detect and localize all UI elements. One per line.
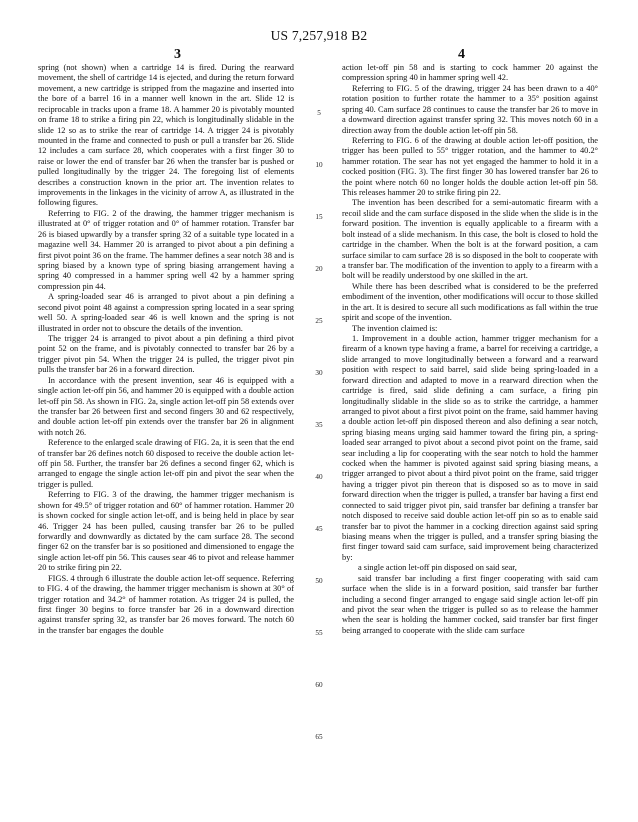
paragraph: Referring to FIG. 2 of the drawing, the hammer trigger mechanism is illustrated at 0° of trigger rotation and 0° of hammer rotation. Transfer bar 26 is biased upwardly by a transfer spring 32 of a suitable type located in a magazine well 34. Hammer 20 is arranged to pivot about a pin defining a first pivot point 36 on the frame. The hammer defines a sear notch 38 and is spring biased by a known type of spring biasing arrangement having a spring 40 compressed in a hammer spring well 42 by a hammer spring compression pin 44.: [38, 208, 294, 291]
line-number-margin: [299, 63, 339, 815]
claim-paragraph: 1. Improvement in a double action, hammer trigger mechanism for a firearm of a known type having a frame, a barrel for receiving a cartridge, a slide arranged to move longitudinally between a forward and a rearward position with respect to said barrel, said slide being spring-loaded in a forward direction and adapted to move in a rearward direction when the cartridge is fired, said slide defining a cam surface, a firing pin longitudinally slidable in the slide so as to strike the cartridge, a hammer arranged to pivot about a first pivot point on the frame, said hammer having a double action let-off pin disposed thereon and also defining a sear notch, spring biasing means urging said hammer toward the firing pin, a spring-loaded sear arranged to pivot about a second pivot point on the frame, said sear including a lip for cooperating with the sear notch to hold the hammer cocked when the hammer is pivoted against said spring biasing means, a trigger arranged to pivot about a third pivot point on the frame, said trigger having a trigger pivot pin thereon that is disposed so as to move in said forward direction when the trigger is pulled, a transfer bar having a first end connected to said trigger pivot pin, said transfer bar defining a transfer bar notch disposed to receive said double action let-off pin so as to enable said transfer bar to pivot the hammer in a cocking direction against said spring biasing means when the trigger is pulled, and a transfer spring biasing the first finger toward said cam surface, said improvement being characterized by:: [342, 333, 598, 562]
patent-header: US 7,257,918 B2: [270, 28, 368, 43]
line-number: 35: [315, 421, 323, 429]
line-number: 65: [315, 733, 323, 741]
line-number: 40: [315, 473, 323, 481]
line-number: 45: [315, 525, 323, 533]
line-number: 15: [315, 213, 323, 221]
paragraph: In accordance with the present invention, sear 46 is equipped with a single action let-off pin 56, and hammer 20 is equipped with a double action let-off pin 58. As shown in FIG. 2a, single action let-off pin 58 extends over the transfer bar 26 between first and second fingers 30 and 62 respectively, and double action let-off pin extends over the transfer bar 26 in alignment with notch 26.: [38, 375, 294, 437]
paragraph: spring (not shown) when a cartridge 14 is fired. During the rearward movement, the shell of cartridge 14 is ejected, and during the return forward movement, a new cartridge is stripped from the magazine and inserted into the bore of a barrel 16 in a manner well known in the art. Slide 12 is reciprocable in tracks upon a frame 18. A hammer 20 is pivotably mounted on frame 18 to strike a firing pin 22, which is longitudinally slidable in the slide 12 so as to strike the rear of cartridge 14. A trigger 24 is pivotably mounted in the frame and connected to push or pull a transfer bar 26. Slide 12 includes a cam surface 28, which cooperates with a first finger 30 to raise or lower the end of transfer bar 26 when the transfer bar is pushed or pulled longitudinally by the trigger 24. The foregoing list of elements describes a construction known in the prior art. The invention relates to improvements in the linkages in the vicinity of arrow A, as illustrated in the following figures.: [38, 63, 294, 208]
line-number: 20: [315, 265, 323, 273]
line-number: 50: [315, 577, 323, 585]
paragraph: A spring-loaded sear 46 is arranged to pivot about a pin defining a second pivot point 48 against a compression spring located in a sear spring well 50. A spring-loaded sear 46 is well known and the spring is not illustrated in order not to obscure the details of the invention.: [38, 292, 294, 333]
paragraph: Referring to FIG. 6 of the drawing at double action let-off position, the trigger has been pulled to 55° trigger rotation, and the hammer to 40.2° hammer rotation. The sear has not yet engaged the hammer to hold it in a cocked position (FIG. 3). The first finger 30 has lowered transfer bar 26 to the point where notch 60 no longer holds the double action let-off pin 58. This releases hammer 20 to strike firing pin 22.: [342, 135, 598, 198]
line-number: 25: [315, 317, 323, 325]
page-number-right: 4: [458, 47, 465, 62]
line-number: 10: [315, 161, 323, 169]
line-number: 60: [315, 681, 323, 689]
paragraph: The trigger 24 is arranged to pivot about a pin defining a third pivot point 52 on the frame, and is pivotably connected to transfer bar 26 by a trigger pivot pin 54. When the trigger 24 is pulled, the trigger pivot pin pulls the transfer bar 26 in a forward direction.: [38, 333, 294, 375]
paragraph: Referring to FIG. 3 of the drawing, the hammer trigger mechanism is shown for 49.5° of trigger rotation and 60° of hammer rotation. Hammer 20 is shown cocked for single action let-off, and is being held in place by sear 46. Trigger 24 has been pulled, causing transfer bar 26 to be pulled forwardly and downwardly as dictated by the cam surface 28. The second finger 62 on the transfer bar is so positioned and dimensioned to engage the single action let-off pin 56. This causes sear 46 to pivot and release hammer 20 to strike firing pin 22.: [38, 490, 294, 573]
paragraph: Reference to the enlarged scale drawing of FIG. 2a, it is seen that the end of transfer bar 26 defines notch 60 disposed to receive the double action let-off pin 58. Further, the transfer bar 26 defines a second finger 62, which is arranged to engage the single action let-off pin and pivot the sear when the trigger is pulled.: [38, 438, 294, 489]
paragraph: The invention has been described for a semi-automatic firearm with a recoil slide and the cam surface disposed in the slide when the slide is in the forward position. The invention is equally applicable to a firearm with a bolt instead of a slide mechanism. In this case, the bolt is closed to hold the cartridge in the chamber. When the bolt is at the forward position, a cam surface similar to cam surface 28 is so disposed in the bolt to cooperate with a transfer bar. The modification of the invention to apply to a firearm with a bolt will be readily understood by one skilled in the art.: [342, 198, 598, 281]
claim-element: a single action let-off pin disposed on said sear,: [358, 563, 517, 573]
line-number: 55: [315, 629, 323, 637]
line-number: 30: [315, 369, 323, 377]
paragraph: action let-off pin 58 and is starting to cock hammer 20 against the compression spring 40 in hammer spring well 42.: [342, 63, 598, 83]
right-column: [342, 63, 598, 815]
page-number-left: 3: [174, 47, 181, 62]
left-column: [38, 63, 294, 815]
line-number: 5: [317, 109, 321, 117]
paragraph: While there has been described what is considered to be the preferred embodiment of the invention, other modifications will occur to those skilled in the art. It is desired to secure all such modifications as fall within the true spirit and scope of the invention.: [342, 281, 598, 323]
paragraph: FIGS. 4 through 6 illustrate the double action let-off sequence. Referring to FIG. 4 of the drawing, the hammer trigger mechanism is shown at 30° of trigger rotation and 34.2° of hammer rotation. As trigger 24 is pulled, the first finger 30 begins to force transfer bar 26 in a downward direction against transfer spring 32, as transfer bar 26 moves forward. The notch 60 in the transfer bar engages the double: [38, 573, 294, 635]
claim-element: said transfer bar including a first finger cooperating with said cam surface when the slide is in a forward position, said transfer bar further including a second finger arranged to engage said single action let-off pin and pivot the sear when the trigger is pulled so as to release the hammer when the sear is holding the hammer cocked, said transfer bar first finger being arranged to cooperate with the slide cam surface: [342, 573, 598, 635]
claims-heading: The invention claimed is:: [352, 323, 438, 333]
paragraph: Referring to FIG. 5 of the drawing, trigger 24 has been drawn to a 40° rotation position to further rotate the hammer to a 35° position against spring 40. Cam surface 28 continues to cause the transfer bar 26 to move in a downward direction against transfer spring 32. This moves notch 60 in a direction away from the double action let-off pin 58.: [342, 83, 598, 135]
